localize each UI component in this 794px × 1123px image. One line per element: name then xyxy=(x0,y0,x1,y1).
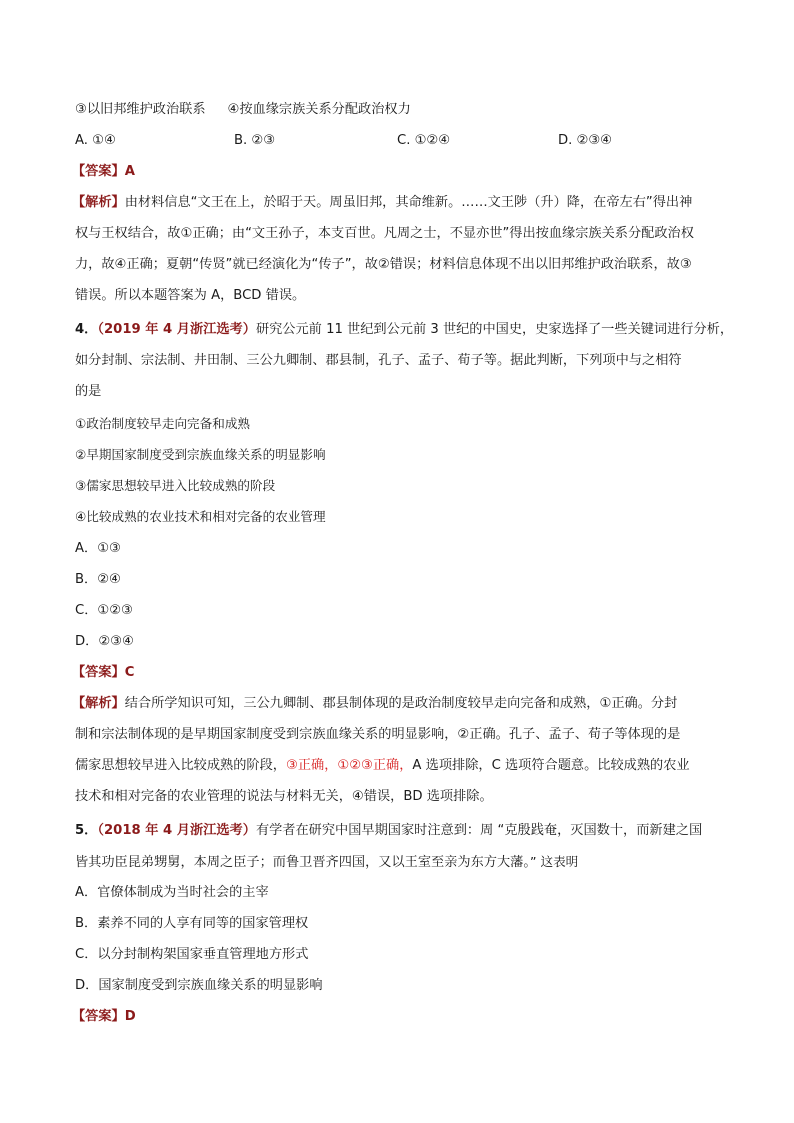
q4-number: 4． xyxy=(75,322,98,337)
q3-analysis-line-3: 力，故④正确；夏朝“传贤”就已经演化为“传子”，故②错误；材料信息体现不出以旧邦维护政治联系，故③ xyxy=(75,257,692,272)
q3-analysis-line-4: 错误。所以本题答案为 A，BCD 错误。 xyxy=(75,288,306,303)
answer-tag: 【答案】 xyxy=(72,665,125,680)
correction-note: ③正确， xyxy=(286,758,338,773)
q4-option-d: D．②③④ xyxy=(75,634,134,649)
answer-value: C xyxy=(124,665,135,680)
q4-analysis-line-2: 制和宗法制体现的是早期国家制度受到宗族血缘关系的明显影响，②正确。孔子、孟子、荀子等体现的是 xyxy=(75,727,681,742)
q4-stem-line-2: 如分封制、宗法制、井田制、三公九卿制、郡县制，孔子、孟子、荀子等。据此判断，下列项中与之相符 xyxy=(75,353,682,368)
q5-option-a: A．官僚体制成为当时社会的主宰 xyxy=(75,885,269,900)
q3-answer xyxy=(72,162,722,182)
q5-option-b: B．素养不同的人享有同等的国家管理权 xyxy=(75,916,309,931)
answer-value: D xyxy=(124,1009,136,1024)
answer-tag: 【答案】 xyxy=(72,1009,125,1024)
answer-tag: 【答案】 xyxy=(72,164,125,179)
q3-option-a: A. ①④ xyxy=(75,133,116,148)
q3-option-b: B. ②③ xyxy=(234,133,276,148)
q4-source: （2019 年 4 月浙江选考） xyxy=(97,322,256,337)
q3-option-d: D. ②③④ xyxy=(558,133,613,148)
q4-stem-line-3: 的是 xyxy=(75,384,102,399)
q5-option-c: C．以分封制构架国家垂直管理地方形式 xyxy=(75,947,309,962)
q3-analysis-line-1: 【解析】由材料信息“文王在上，於昭于天。周虽旧邦，其命维新。……文王陟（升）降，在帝左右”得出神 xyxy=(72,195,693,210)
q4-option-c: C．①②③ xyxy=(75,603,133,618)
q4-analysis-line-1: 【解析】结合所学知识可知，三公九卿制、郡县制体现的是政治制度较早走向完备和成熟，①正确。分封 xyxy=(72,696,678,711)
q5-stem-line-1: 5．（2018 年 4 月浙江选考）有学者在研究中国早期国家时注意到：周 “克殷践奄，灭国数十，而新建之国 xyxy=(75,823,703,838)
q5-source: （2018 年 4 月浙江选考） xyxy=(97,823,256,838)
q4-option-b: B．②④ xyxy=(75,572,121,587)
q4-option-a: A．①③ xyxy=(75,541,121,556)
q4-item-3: ③儒家思想较早进入比较成熟的阶段 xyxy=(75,478,276,493)
q4-stem-line-1: 4．（2019 年 4 月浙江选考）研究公元前 11 世纪到公元前 3 世纪的中国史，史家选择了一些关键词进行分析， xyxy=(75,322,734,337)
q4-analysis-line-3: 儒家思想较早进入比较成熟的阶段，③正确，①②③正确，A 选项排除，C 选项符合题意。比较成熟的农业 xyxy=(75,758,690,773)
q5-number: 5． xyxy=(75,823,98,838)
q4-answer xyxy=(72,663,722,683)
q3-analysis-line-2: 权与王权结合，故①正确；由“文王孙子，本支百世。凡周之士，不显亦世”得出按血缘宗族关系分配政治权 xyxy=(75,226,694,241)
q4-item-2: ②早期国家制度受到宗族血缘关系的明显影响 xyxy=(75,447,326,462)
answer-value: A xyxy=(124,164,135,179)
correction-note: ①②③正确， xyxy=(337,758,413,773)
q4-item-1: ①政治制度较早走向完备和成熟 xyxy=(75,416,251,431)
analysis-tag: 【解析】 xyxy=(72,195,125,210)
q3-items-line xyxy=(75,100,725,120)
q4-item-4: ④比较成熟的农业技术和相对完备的农业管理 xyxy=(75,509,326,524)
q3-item-3: ③以旧邦维护政治联系 xyxy=(75,102,206,117)
q3-option-c: C. ①②④ xyxy=(397,133,451,148)
q3-item-4: ④按血缘宗族关系分配政治权力 xyxy=(227,102,411,117)
q5-stem-line-2: 皆其功臣昆弟甥舅，本周之臣子；而鲁卫晋齐四国，又以王室至亲为东方大藩。” 这表明 xyxy=(75,854,579,870)
q4-analysis-line-4: 技术和相对完备的农业管理的说法与材料无关，④错误，BD 选项排除。 xyxy=(75,789,493,804)
analysis-tag: 【解析】 xyxy=(72,696,125,711)
q5-answer xyxy=(72,1007,722,1027)
q5-option-d: D．国家制度受到宗族血缘关系的明显影响 xyxy=(75,978,323,993)
